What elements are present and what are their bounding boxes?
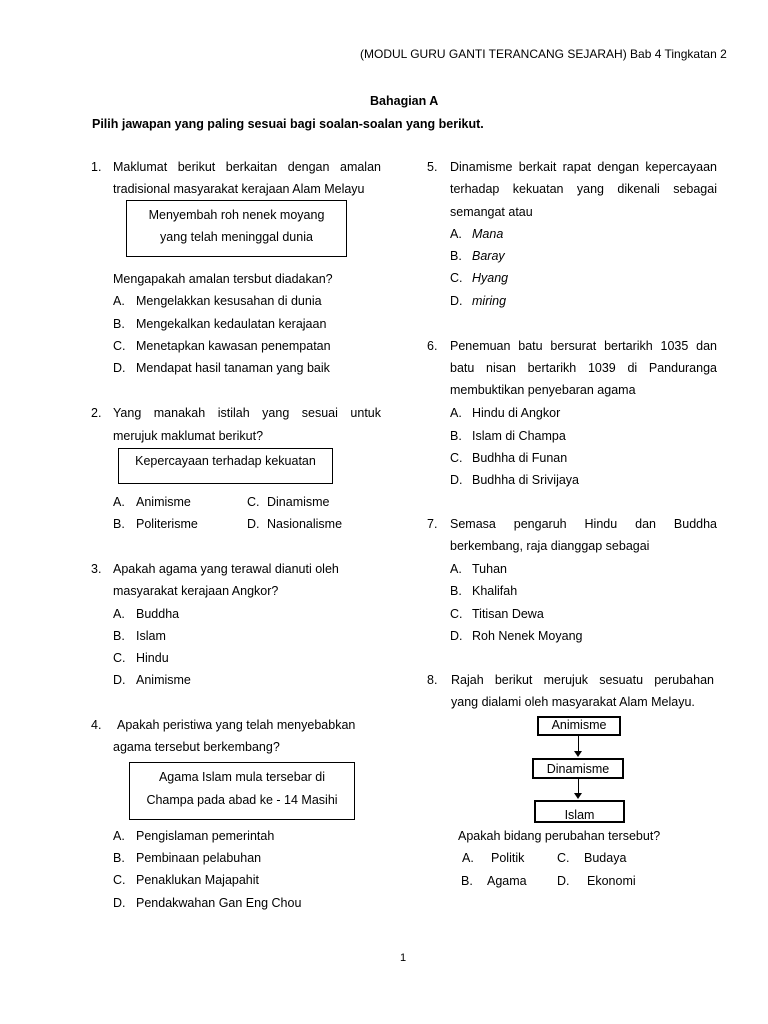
info-box [118, 448, 333, 484]
info-box [129, 762, 355, 820]
option-text: Dinamisme [267, 495, 330, 509]
option-letter: D. [113, 896, 126, 910]
option-letter: A. [113, 607, 125, 621]
option-text: Mendapat hasil tanaman yang baik [136, 361, 330, 375]
option-letter: A. [113, 294, 125, 308]
flow-box-dinamisme: Dinamisme [532, 758, 624, 779]
question-text-line: agama tersebut berkembang? [113, 740, 280, 754]
section-title: Bahagian A [370, 94, 439, 108]
option-letter: D. [113, 361, 126, 375]
option-text: Baray [472, 249, 505, 263]
question-text-line: berkembang, raja dianggap sebagai [450, 539, 650, 553]
option-letter: C. [113, 651, 126, 665]
info-box-text: Agama Islam mula tersebar di [158, 770, 326, 784]
option-text: miring [472, 294, 507, 308]
option-letter: D. [247, 517, 260, 531]
question-text-line: batu nisan bertarikh 1039 di Panduranga [450, 361, 717, 375]
option-text: Budaya [584, 851, 627, 865]
flow-box-animisme: Animisme [537, 716, 621, 736]
question-text-line: tradisional masyarakat kerajaan Alam Melayu [113, 182, 365, 196]
option-letter: C. [247, 495, 260, 509]
flow-arrow-line [578, 736, 579, 751]
option-text: Mengekalkan kedaulatan kerajaan [136, 317, 327, 331]
flow-arrow-head-icon [574, 751, 582, 757]
option-letter: A. [450, 227, 462, 241]
option-letter: D. [450, 629, 463, 643]
question-number: 7. [427, 517, 438, 531]
option-text: Khalifah [472, 584, 518, 598]
option-letter: B. [450, 584, 462, 598]
option-text: Mana [472, 227, 504, 241]
option-text: Pembinaan pelabuhan [136, 851, 262, 865]
info-box-text: yang telah meninggal dunia [160, 230, 313, 244]
option-letter: B. [461, 874, 473, 888]
option-text: Animisme [136, 495, 191, 509]
option-letter: A. [450, 406, 462, 420]
document-header: (MODUL GURU GANTI TERANCANG SEJARAH) Bab 4 Tingkatan 2 [360, 47, 727, 61]
question-text-line: Dinamisme berkait rapat dengan kepercayaan [450, 160, 717, 174]
option-letter: D. [450, 294, 463, 308]
option-text: Hindu di Angkor [472, 406, 561, 420]
question-number: 6. [427, 339, 438, 353]
option-text: Pengislaman pemerintah [136, 829, 275, 843]
option-letter: C. [113, 339, 126, 353]
info-box-text: Kepercayaan terhadap kekuatan [135, 454, 316, 468]
question-text-line: Semasa pengaruh Hindu dan Buddha [450, 517, 717, 531]
question-text-line: yang dialami oleh masyarakat Alam Melayu. [451, 695, 695, 709]
question-text-line: terhadap kekuatan yang dikenali sebagai [450, 182, 717, 196]
question-number: 4. [91, 718, 102, 732]
question-number: 8. [427, 673, 438, 687]
option-text: Budhha di Funan [472, 451, 568, 465]
question-number: 2. [91, 406, 102, 420]
question-text-line: Apakah agama yang terawal dianuti oleh [113, 562, 339, 576]
option-text: Roh Nenek Moyang [472, 629, 583, 643]
option-letter: A. [462, 851, 474, 865]
option-letter: C. [450, 451, 463, 465]
option-text: Titisan Dewa [472, 607, 544, 621]
flow-arrow-line [578, 779, 579, 793]
question-text-line: Penemuan batu bersurat bertarikh 1035 dan [450, 339, 717, 353]
option-text: Agama [487, 874, 527, 888]
option-letter: B. [113, 629, 125, 643]
question-stem: Apakah bidang perubahan tersebut? [458, 829, 661, 843]
question-text-line: Rajah berikut merujuk sesuatu perubahan [451, 673, 714, 687]
option-text: Buddha [136, 607, 180, 621]
option-letter: B. [450, 429, 462, 443]
option-letter: D. [113, 673, 126, 687]
option-text: Ekonomi [587, 874, 636, 888]
question-text-line: Yang manakah istilah yang sesuai untuk [113, 406, 381, 420]
option-letter: D. [557, 874, 570, 888]
option-letter: B. [113, 851, 125, 865]
option-text: Tuhan [472, 562, 507, 576]
option-text: Politerisme [136, 517, 198, 531]
option-letter: B. [113, 317, 125, 331]
option-letter: C. [113, 873, 126, 887]
option-letter: C. [450, 607, 463, 621]
question-text-line: membuktikan penyebaran agama [450, 383, 636, 397]
option-text: Islam di Champa [472, 429, 566, 443]
option-text: Budhha di Srivijaya [472, 473, 580, 487]
flow-box-islam: Islam [534, 800, 625, 823]
option-text: Hyang [472, 271, 509, 285]
flow-arrow-head-icon [574, 793, 582, 799]
option-letter: D. [450, 473, 463, 487]
info-box [126, 200, 347, 257]
option-text: Mengelakkan kesusahan di dunia [136, 294, 322, 308]
option-text: Pendakwahan Gan Eng Chou [136, 896, 302, 910]
question-text-line: Apakah peristiwa yang telah menyebabkan [117, 718, 356, 732]
question-number: 5. [427, 160, 438, 174]
option-text: Penaklukan Majapahit [136, 873, 259, 887]
question-text-line: merujuk maklumat berikut? [113, 429, 264, 443]
option-text: Animisme [136, 673, 191, 687]
option-text: Menetapkan kawasan penempatan [136, 339, 331, 353]
question-text-line: semangat atau [450, 205, 533, 219]
info-box-text: Champa pada abad ke - 14 Masihi [146, 793, 338, 807]
question-number: 3. [91, 562, 102, 576]
question-text-line: masyarakat kerajaan Angkor? [113, 584, 279, 598]
option-letter: C. [450, 271, 463, 285]
question-number: 1. [91, 160, 102, 174]
option-text: Nasionalisme [267, 517, 343, 531]
option-letter: B. [450, 249, 462, 263]
option-text: Politik [491, 851, 525, 865]
option-letter: C. [557, 851, 570, 865]
option-text: Hindu [136, 651, 169, 665]
option-letter: A. [450, 562, 462, 576]
info-box-text: Menyembah roh nenek moyang [148, 208, 325, 222]
question-stem: Mengapakah amalan tersbut diadakan? [113, 272, 333, 286]
option-letter: A. [113, 829, 125, 843]
option-letter: A. [113, 495, 125, 509]
instruction: Pilih jawapan yang paling sesuai bagi soalan-soalan yang berikut. [92, 117, 484, 131]
question-text-line: Maklumat berikut berkaitan dengan amalan [113, 160, 381, 174]
page-number: 1 [400, 952, 407, 964]
option-text: Islam [136, 629, 166, 643]
option-letter: B. [113, 517, 125, 531]
